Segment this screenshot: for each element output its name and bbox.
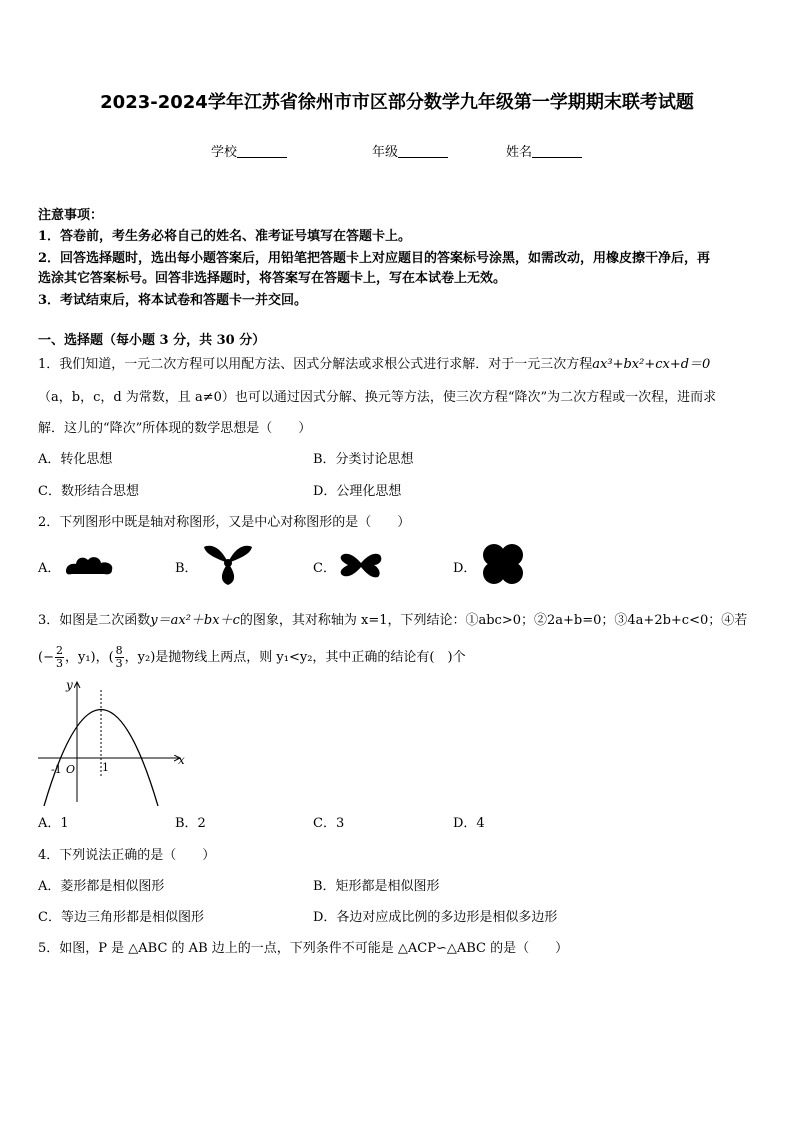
- origin-label: O: [66, 763, 76, 776]
- notice-heading: 注意事项：: [38, 208, 104, 223]
- y-axis-label: y: [66, 678, 73, 692]
- name-blank: [532, 144, 582, 158]
- name-label: 姓名: [506, 145, 533, 160]
- q1-line2: （a，b，c，d 为常数，且 a≠0）也可以通过因式分解、换元等方法，使三次方程“降次”为二次方程或一次程，进而求: [38, 390, 717, 405]
- q4-option-b: B．矩形都是相似图形: [313, 879, 440, 894]
- q3-fraction-2: [115, 645, 124, 670]
- neg-one-label: -1: [51, 763, 62, 776]
- q3-frac1-num: 2: [55, 644, 63, 657]
- bowtie-shape-icon: [338, 549, 384, 581]
- school-field: [211, 141, 287, 160]
- q3-point2-close: ，y₂)是抛物线上两点，则 y₁<y₂，其中正确的结论有( )个: [124, 650, 466, 665]
- q3-frac1-den: 3: [55, 657, 63, 670]
- page-title: 2023-2024学年江苏省徐州市市区部分数学九年级第一学期期末联考试题: [100, 92, 694, 113]
- q3-function: y＝ax²＋bx＋c: [150, 613, 240, 628]
- q3-text-a: 3．如图是二次函数: [38, 613, 151, 628]
- q4-option-c: C．等边三角形都是相似图形: [38, 910, 204, 925]
- q1-option-c: C．数形结合思想: [38, 484, 139, 499]
- q1-text-a: 1．我们知道，一元二次方程可以用配方法、因式分解法或求根公式进行求解．对于一元三次方程: [38, 357, 593, 372]
- q2-label-b: B．: [175, 561, 198, 576]
- notice-item-3: 3．考试结束后，将本试卷和答题卡一并交回。: [38, 293, 308, 308]
- q2-label-a: A．: [38, 561, 61, 576]
- three-leaf-shape-icon: [200, 541, 256, 587]
- q5-stem: 5．如图，P 是 △ABC 的 AB 边上的一点，下列条件不可能是 △ACP∽△ABC 的是（ ）: [38, 941, 569, 956]
- q3-frac2-num: 8: [115, 644, 123, 657]
- q3-point1-close: ，y₁)，(: [64, 650, 114, 665]
- notice-item-2-cont: 选涂其它答案标号。回答非选择题时，将答案写在答题卡上，写在本试卷上无效。: [38, 271, 507, 286]
- section-heading: 一、选择题（每小题 3 分，共 30 分）: [38, 333, 266, 348]
- q4-option-a: A．菱形都是相似图形: [38, 879, 165, 894]
- q4-option-d: D．各边对应成比例的多边形是相似多边形: [313, 910, 558, 925]
- notice-item-1: 1．答卷前，考生务必将自己的姓名、准考证号填写在答题卡上。: [38, 229, 412, 244]
- school-blank: [237, 144, 287, 158]
- q3-fraction-1: [55, 645, 64, 670]
- parabola-graph: [30, 676, 190, 806]
- q3-option-d: D．4: [453, 816, 485, 831]
- q1-option-a: A．转化思想: [38, 452, 113, 467]
- q4-stem: 4．下列说法正确的是（ ）: [38, 848, 216, 863]
- q3-point1-open: (−: [38, 650, 54, 665]
- q3-option-b: B．2: [175, 816, 206, 831]
- q1-option-b: B．分类讨论思想: [313, 452, 414, 467]
- one-label: 1: [102, 761, 109, 774]
- school-label: 学校: [211, 145, 238, 160]
- q1-option-d: D．公理化思想: [313, 484, 402, 499]
- q3-option-c: C．3: [313, 816, 345, 831]
- q1-line1: [38, 353, 710, 372]
- q3-line2: [38, 645, 466, 670]
- name-field: [506, 141, 582, 160]
- four-leaf-shape-icon: [477, 541, 529, 587]
- q2-label-c: C．: [313, 561, 336, 576]
- q1-line3: 解．这儿的“降次”所体现的数学思想是（ ）: [38, 421, 312, 436]
- cloud-shape-icon: [64, 553, 116, 577]
- grade-label: 年级: [372, 145, 399, 160]
- q1-equation: ax³+bx²+cx+d＝0: [592, 357, 711, 372]
- q3-frac2-den: 3: [115, 657, 123, 670]
- q3-option-a: A．1: [38, 816, 69, 831]
- notice-item-2: 2．回答选择题时，选出每小题答案后，用铅笔把答题卡上对应题目的答案标号涂黑，如需改动，用橡皮擦干净后，再: [38, 251, 711, 266]
- q3-text-b: 的图象，其对称轴为 x=1，下列结论：①abc>0；②2a+b=0；③4a+2b+c<0；④若: [239, 613, 748, 628]
- q2-stem: 2．下列图形中既是轴对称图形，又是中心对称图形的是（ ）: [38, 515, 411, 530]
- grade-blank: [398, 144, 448, 158]
- q2-label-d: D．: [453, 561, 477, 576]
- q3-line1: [38, 609, 747, 628]
- x-axis-label: x: [178, 753, 185, 767]
- grade-field: [372, 141, 448, 160]
